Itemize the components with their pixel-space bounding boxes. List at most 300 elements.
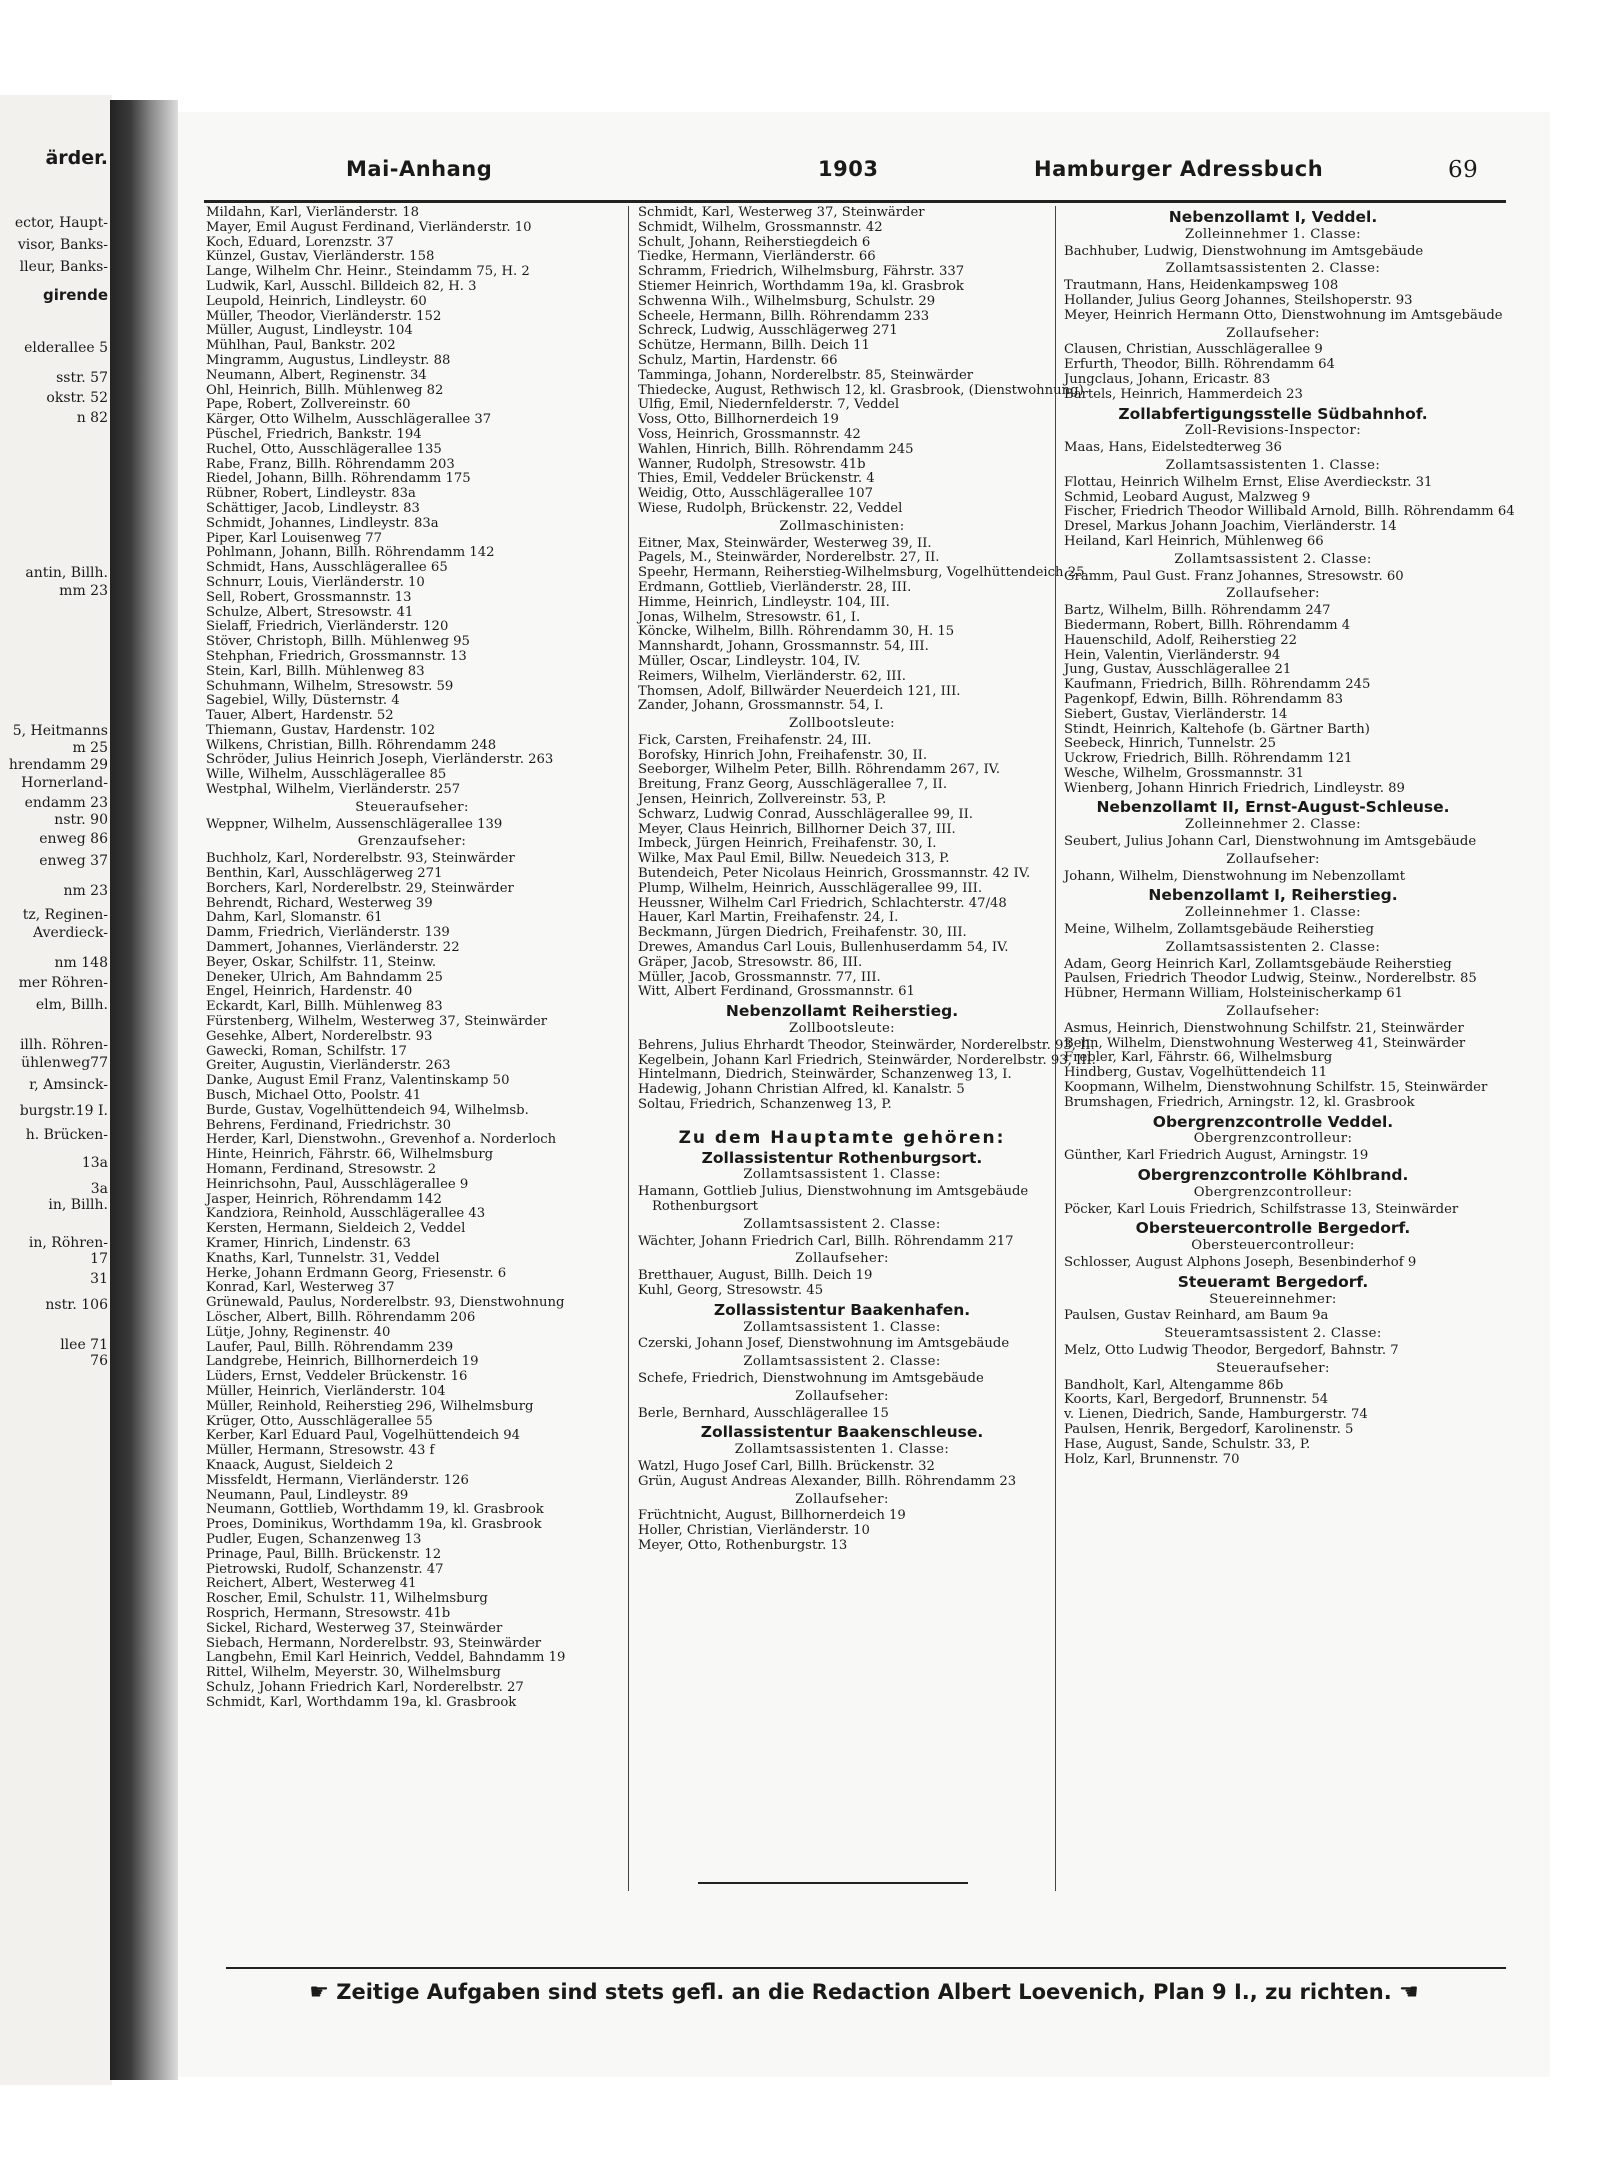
entry: Paulsen, Henrik, Bergedorf, Karolinenstr. 5 [1064,1421,1354,1437]
entry: Stiemer Heinrich, Worthdamm 19a, kl. Grasbrok [638,278,964,294]
adjacent-line: m 25 [72,740,108,756]
entry: Hübner, Hermann William, Holsteinischerkamp 61 [1064,986,1404,1002]
caption: Zollmaschinisten: [779,518,905,534]
section-title: Nebenzollamt Reiherstieg. [725,1002,959,1021]
entry: Schmidt, Hans, Ausschlägerallee 65 [206,560,448,576]
entry: Laufer, Paul, Billh. Röhrendamm 239 [206,1339,454,1355]
caption: Zollaufseher: [795,1388,889,1404]
entry: Kramer, Hinrich, Lindenstr. 63 [206,1235,411,1251]
entry: Berle, Bernhard, Ausschlägerallee 15 [638,1405,889,1421]
section-title: Nebenzollamt I, Reiherstieg. [1148,886,1398,905]
entry: Hindberg, Gustav, Vogelhüttendeich 11 [1064,1065,1328,1081]
entry: Brumshagen, Friedrich, Arningstr. 12, kl. Grasbrook [1064,1094,1415,1110]
entry: Meyer, Otto, Rothenburgstr. 13 [638,1537,848,1553]
entry: Danke, August Emil Franz, Valentinskamp 50 [206,1073,510,1089]
entry: Stindt, Heinrich, Kaltehofe (b. Gärtner Barth) [1064,721,1370,737]
adjacent-line: enweg 86 [39,831,108,847]
entry: Voss, Otto, Billhornerdeich 19 [638,412,839,428]
entry: Pietrowski, Rudolf, Schanzenstr. 47 [206,1561,444,1577]
entry: Sielaff, Friedrich, Vierländerstr. 120 [206,619,449,635]
entry: Rittel, Wilhelm, Meyerstr. 30, Wilhelmsburg [206,1665,501,1681]
entry: Schnurr, Louis, Vierländerstr. 10 [206,574,425,590]
entry: Gawecki, Roman, Schilfstr. 17 [206,1043,407,1059]
adjacent-line: r, Amsinck- [29,1077,108,1093]
entry: Stöver, Christoph, Billh. Mühlenweg 95 [206,634,470,650]
entry: Himme, Heinrich, Lindleystr. 104, III. [638,594,890,610]
header-left: Mai-Anhang [346,157,493,181]
entry-list [638,535,1085,715]
entry: Knaack, August, Sieldeich 2 [206,1457,394,1473]
entry: Meyer, Heinrich Hermann Otto, Dienstwohnung im Amtsgebäude [1064,307,1503,323]
entry: Schlosser, August Alphons Joseph, Besenbinderhof 9 [1064,1255,1417,1270]
caption: Zollamtsassistenten 1. Classe: [734,1442,950,1458]
entry: Gramm, Paul Gust. Franz Johannes, Stresowstr. 60 [1064,568,1404,584]
entry: Kandziora, Reinhold, Ausschlägerallee 43 [206,1206,486,1222]
column-2 [638,205,1096,1554]
caption: Zoll-Revisions-Inspector: [1184,423,1362,439]
entry: Stein, Karl, Billh. Mühlenweg 83 [206,663,425,679]
entry: Koorts, Karl, Bergedorf, Brunnenstr. 54 [1064,1392,1329,1408]
adjacent-line: elm, Billh. [35,997,108,1013]
entry: Butendeich, Peter Nicolaus Heinrich, Grossmannstr. 42 IV. [638,866,1031,882]
entry: Jung, Gustav, Ausschlägerallee 21 [1064,662,1292,678]
entry: Clausen, Christian, Ausschlägerallee 9 [1064,342,1323,358]
entry: Seubert, Julius Johann Carl, Dienstwohnung im Amtsgebäude [1064,834,1477,850]
entry: Fürstenberg, Wilhelm, Westerweg 37, Steinwärder [206,1014,548,1030]
entry: Adam, Georg Heinrich Karl, Zollamtsgebäude Reiherstieg [1064,956,1452,972]
caption: Steueraufseher: [355,799,469,815]
entry: Rosprich, Hermann, Stresowstr. 41b [206,1605,451,1621]
entry: Hein, Valentin, Vierländerstr. 94 [1064,647,1281,663]
entry: Gesehke, Albert, Norderelbstr. 93 [206,1028,433,1044]
entry-list [638,1460,1046,1490]
entry: Thiemann, Gustav, Hardenstr. 102 [206,722,436,738]
entry: Reimers, Wilhelm, Vierländerstr. 62, III. [638,668,906,684]
entry: Schmidt, Johannes, Lindleystr. 83a [206,515,439,531]
adjacent-line: illh. Röhren- [19,1037,108,1053]
entry: Schmidt, Wilhelm, Grossmannstr. 42 [638,219,883,235]
entry: Jonas, Wilhelm, Stresowstr. 61, I. [638,609,861,625]
entry: Behn, Wilhelm, Dienstwohnung Westerweg 41, Steinwärder [1064,1035,1466,1051]
entry: Landgrebe, Heinrich, Billhornerdeich 19 [206,1354,479,1370]
adjacent-line: h. Brücken- [25,1127,108,1143]
entry: Schmidt, Karl, Westerweg 37, Steinwärder [638,205,925,220]
entry: Bartz, Wilhelm, Billh. Röhrendamm 247 [1064,603,1331,619]
entry: Hauenschild, Adolf, Reiherstieg 22 [1064,632,1298,648]
entry: Müller, August, Lindleystr. 104 [206,323,413,339]
entry: Scheele, Hermann, Billh. Röhrendamm 233 [638,308,930,324]
entry: Fischer, Friedrich Theodor Willibald Arnold, Billh. Röhrendamm 64 [1064,504,1515,520]
entry: Püschel, Friedrich, Bankstr. 194 [206,426,422,442]
entry: Tamminga, Johann, Norderelbstr. 85, Steinwärder [638,367,974,383]
entry: Müller, Theodor, Vierländerstr. 152 [206,308,442,324]
entry: Koch, Eduard, Lorenzstr. 37 [206,234,394,250]
adjacent-line: 17 [90,1251,108,1267]
entry: Sell, Robert, Grossmannstr. 13 [206,589,412,605]
adjacent-line: Hornerland- [21,775,108,791]
caption: Zollbootsleute: [789,1021,895,1037]
adjacent-line: llee 71 [60,1337,108,1353]
entry: Langbehn, Emil Karl Heinrich, Veddel, Bahndamm 19 [206,1650,566,1666]
entry-list [638,1037,1096,1113]
entry: Greiter, Augustin, Vierländerstr. 263 [206,1058,451,1074]
book-gutter [110,100,178,2080]
entry: Ruchel, Otto, Ausschlägerallee 135 [206,441,442,457]
entry: Hadewig, Johann Christian Alfred, kl. Kanalstr. 5 [638,1082,965,1098]
adjacent-line: 76 [90,1353,108,1369]
entry: Trautmann, Hans, Heidenkampsweg 108 [1064,278,1339,294]
adjacent-line: lleur, Banks- [19,259,108,275]
entry: Holler, Christian, Vierländerstr. 10 [638,1523,870,1539]
entry: Sickel, Richard, Westerweg 37, Steinwärder [206,1620,503,1636]
entry: Mildahn, Karl, Vierländerstr. 18 [206,205,420,220]
entry: Schuhmann, Wilhelm, Stresowstr. 59 [206,678,454,694]
entry: Paulsen, Gustav Reinhard, am Baum 9a [1064,1308,1329,1324]
entry: Müller, Jacob, Grossmannstr. 77, III. [638,969,881,985]
entry: Müller, Oscar, Lindleystr. 104, IV. [638,653,861,669]
entry: Meyer, Claus Heinrich, Billhorner Deich 37, III. [638,821,956,837]
entry: Paulsen, Friedrich Theodor Ludwig, Steinw., Norderelbstr. 85 [1064,971,1477,987]
entry: Fick, Carsten, Freihafenstr. 24, III. [638,732,872,748]
entry: Grün, August Andreas Alexander, Billh. Röhrendamm 23 [638,1473,1017,1489]
entry: Hollander, Julius Georg Johannes, Steilshoperstr. 93 [1064,292,1413,308]
entry: Meine, Wilhelm, Zollamtsgebäude Reiherstieg [1064,922,1374,938]
entry: Sagebiel, Willy, Düsternstr. 4 [206,693,400,709]
entry: Bachhuber, Ludwig, Dienstwohnung im Amtsgebäude [1064,243,1424,259]
entry: Rabe, Franz, Billh. Röhrendamm 203 [206,456,455,472]
entry: Kerber, Karl Eduard Paul, Vogelhüttendeich 94 [206,1428,521,1444]
adjacent-line: antin, Billh. [25,565,108,581]
entry: Burde, Gustav, Vogelhüttendeich 94, Wilhelmsb. [206,1102,529,1118]
adjacent-line: elderallee 5 [24,340,108,356]
entry: Plump, Wilhelm, Heinrich, Ausschlägerallee 99, III. [638,880,983,896]
entry: Hintelmann, Diedrich, Steinwärder, Schanzenweg 13, I. [638,1067,1012,1083]
divider-rule [698,1882,968,1884]
entry: Gräper, Jacob, Stresowstr. 86, III. [638,954,863,970]
entry: Asmus, Heinrich, Dienstwohnung Schilfstr. 21, Steinwärder [1064,1020,1464,1036]
column-divider [628,206,629,1891]
entry: Wilke, Max Paul Emil, Billw. Neuedeich 313, P. [638,851,950,867]
entry: Maas, Hans, Eidelstedterweg 36 [1064,440,1282,456]
entry: Beckmann, Jürgen Diedrich, Freihafenstr. 30, III. [638,925,967,941]
entry: Behrens, Julius Ehrhardt Theodor, Steinwärder, Norderelbstr. 93, II. [638,1037,1095,1053]
entry-list [1064,604,1482,796]
entry: Riedel, Johann, Billh. Röhrendamm 175 [206,471,471,487]
entry: Biedermann, Robert, Billh. Röhrendamm 4 [1064,617,1351,633]
entry: Melz, Otto Ludwig Theodor, Bergedorf, Bahnstr. 7 [1064,1342,1399,1358]
entry: Voss, Heinrich, Grossmannstr. 42 [638,426,861,442]
entry: Knaths, Karl, Tunnelstr. 31, Veddel [206,1250,440,1266]
entry-list [1064,958,1482,1002]
entry: Proes, Dominikus, Worthdamm 19a, kl. Grasbrook [206,1517,542,1533]
section-title: Obersteuercontrolle Bergedorf. [1135,1219,1411,1238]
adjacent-line: sstr. 57 [56,370,108,386]
entry-list [206,818,618,833]
entry: Eckardt, Karl, Billh. Mühlenweg 83 [206,999,443,1015]
caption: Zollamtsassistenten 2. Classe: [1165,261,1381,277]
entry: Jasper, Heinrich, Röhrendamm 142 [206,1191,442,1207]
entry: Herder, Karl, Dienstwohn., Grevenhof a. Norderloch [206,1132,557,1148]
section-title: Zollassistentur Rothenburgsort. [701,1148,983,1167]
entry: Thiedecke, August, Rethwisch 12, kl. Grasbrook, (Dienstwohnung) [638,382,1084,398]
adjacent-line: nstr. 90 [54,812,108,828]
entry: Köncke, Wilhelm, Billh. Röhrendamm 30, H. 15 [638,624,955,640]
adjacent-line: tz, Reginen- [22,907,108,923]
entry: Schwarz, Ludwig Conrad, Ausschlägerallee 99, II. [638,806,973,822]
caption: Obergrenzcontrolleur: [1193,1131,1353,1147]
adjacent-line: Averdieck- [33,925,108,941]
entry: Wiese, Rudolph, Brückenstr. 22, Veddel [638,500,903,516]
entry: Lütje, Johny, Reginenstr. 40 [206,1324,391,1340]
entry: Pudler, Eugen, Schanzenweg 13 [206,1531,422,1547]
caption: Zolleinnehmer 1. Classe: [1185,905,1361,921]
entry: v. Lienen, Diedrich, Sande, Hamburgerstr. 74 [1064,1407,1368,1423]
entry: Thomsen, Adolf, Billwärder Neuerdeich 121, III. [638,683,961,699]
page-number: 69 [1448,157,1479,183]
caption: Zollamtsassistent 1. Classe: [743,1167,941,1183]
entry-list [638,734,1046,1000]
entry: Wienberg, Johann Hinrich Friedrich, Lindleystr. 89 [1064,780,1405,796]
entry: Heiland, Karl Heinrich, Mühlenweg 66 [1064,533,1324,549]
caption: Zollamtsassistent 2. Classe: [743,1216,941,1232]
caption: Zollamtsassistenten 1. Classe: [1165,457,1381,473]
entry: Schefe, Friedrich, Dienstwohnung im Amtsgebäude [638,1370,984,1386]
entry: Schulz, Martin, Hardenstr. 66 [638,352,838,368]
entry: Dammert, Johannes, Vierländerstr. 22 [206,940,460,956]
pointing-hand-right-icon: ☛ [309,1980,329,2005]
running-header [178,157,1550,189]
adjacent-line: hrendamm 29 [8,757,108,773]
adjacent-line: nm 148 [54,955,108,971]
adjacent-page-strip [0,95,112,2085]
entry: Buchholz, Karl, Norderelbstr. 93, Steinwärder [206,851,515,867]
entry: Pohlmann, Johann, Billh. Röhrendamm 142 [206,545,495,561]
entry: Weppner, Wilhelm, Aussenschlägerallee 139 [206,816,503,832]
entry: Tauer, Albert, Hardenstr. 52 [206,708,394,724]
entry: Löscher, Albert, Billh. Röhrendamm 206 [206,1309,476,1325]
entry: Mingramm, Augustus, Lindleystr. 88 [206,352,451,368]
footer-notice [238,1980,1490,2005]
entry: Busch, Michael Otto, Poolstr. 41 [206,1088,422,1104]
entry: Seebeck, Hinrich, Tunnelstr. 25 [1064,736,1277,752]
entry: Hase, August, Sande, Schulstr. 33, P. [1064,1436,1311,1452]
entry: Seeborger, Wilhelm Peter, Billh. Röhrendamm 267, IV. [638,762,1001,778]
caption: Zollaufseher: [795,1251,889,1267]
entry: Weidig, Otto, Ausschlägerallee 107 [638,486,874,502]
caption: Steueramtsassistent 2. Classe: [1164,1326,1382,1342]
directory-page [178,112,1550,2077]
column-1 [206,206,618,1710]
adjacent-line: ühlenweg77 [21,1055,108,1071]
entry: Rübner, Robert, Lindleystr. 83a [206,486,416,502]
caption: Obergrenzcontrolleur: [1193,1184,1353,1200]
entry-list [1064,278,1503,323]
adjacent-line: okstr. 52 [46,390,108,406]
adjacent-subheading: girende [42,286,108,304]
entry: Neumann, Gottlieb, Worthdamm 19, kl. Grasbrook [206,1502,544,1518]
entry: Imbeck, Jürgen Heinrich, Freihafenstr. 30, I. [638,836,937,852]
entry: Wahlen, Hinrich, Billh. Röhrendamm 245 [638,441,914,457]
caption: Zollamtsassistenten 2. Classe: [1165,939,1381,955]
entry: Reichert, Albert, Westerweg 41 [206,1576,417,1592]
entry: Zander, Johann, Grossmannstr. 54, I. [638,698,884,714]
adjacent-line: in, Billh. [48,1197,108,1213]
entry: Schmidt, Karl, Worthdamm 19a, kl. Grasbrook [206,1694,517,1710]
caption: Steueraufseher: [1216,1360,1330,1376]
adjacent-line: n 82 [76,410,108,426]
entry: Schmid, Leobard August, Malzweg 9 [1064,489,1311,505]
entry-list [1064,1379,1482,1468]
caption: Zollaufseher: [1226,851,1320,867]
caption: Zollamtsassistent 2. Classe: [1174,551,1372,567]
caption: Zolleinnehmer 2. Classe: [1185,817,1361,833]
entry: Ohl, Heinrich, Billh. Mühlenweg 82 [206,382,444,398]
adjacent-line: 31 [90,1271,108,1287]
entry: Mannshardt, Johann, Grossmannstr. 54, III. [638,639,929,655]
entry: Speehr, Hermann, Reiherstieg-Wilhelmsburg, Vogelhüttendeich 25 [638,565,1085,581]
entry: Czerski, Johann Josef, Dienstwohnung im Amtsgebäude [638,1336,1010,1352]
entry: Künzel, Gustav, Vierländerstr. 158 [206,249,435,265]
entry: Schwenna Wilh., Wilhelmsburg, Schulstr. 29 [638,293,936,309]
entry: Schulze, Albert, Stresowstr. 41 [206,604,414,620]
entry: Pagels, M., Steinwärder, Norderelbstr. 27, II. [638,550,940,566]
entry: Koopmann, Wilhelm, Dienstwohnung Schilfstr. 15, Steinwärder [1064,1080,1488,1096]
section-title: Obergrenzcontrolle Veddel. [1152,1112,1394,1131]
entry: Stehphan, Friedrich, Grossmannstr. 13 [206,648,467,664]
entry: Schütze, Hermann, Billh. Deich 11 [638,338,870,354]
entry: Früchtnicht, August, Billhornerdeich 19 [638,1508,906,1524]
entry: Jensen, Heinrich, Zollvereinstr. 53, P. [638,792,887,808]
section-title: Zu dem Hauptamte gehören: [678,1127,1006,1148]
entry: Kaufmann, Friedrich, Billh. Röhrendamm 245 [1064,677,1371,693]
entry: Müller, Hermann, Stresowstr. 43 f [206,1443,435,1459]
entry-list [1064,474,1515,550]
adjacent-line: 13a [81,1155,108,1171]
entry: Mühlhan, Paul, Bankstr. 202 [206,338,396,354]
adjacent-line: ector, Haupt- [14,215,108,231]
entry: Erdmann, Gottlieb, Vierländerstr. 28, III. [638,579,912,595]
adjacent-line: burgstr.19 I. [19,1103,108,1119]
entry: Siebert, Gustav, Vierländerstr. 14 [1064,706,1288,722]
entry: Kegelbein, Johann Karl Friedrich, Steinwärder, Norderelbstr. 93, III. [638,1052,1096,1068]
caption: Zollamtsassistent 2. Classe: [743,1354,941,1370]
adjacent-line: visor, Banks- [17,237,108,253]
entry: Engel, Heinrich, Hardenstr. 40 [206,984,413,1000]
entry: Dahm, Karl, Slomanstr. 61 [206,910,383,926]
adjacent-line: mer Röhren- [18,975,108,991]
entry: Deneker, Ulrich, Am Bahndamm 25 [206,969,443,985]
column-3 [1064,206,1515,1467]
caption: Zollamtsassistent 1. Classe: [743,1319,941,1335]
entry: Bandholt, Karl, Altengamme 86b [1064,1377,1284,1393]
entry: Schramm, Friedrich, Wilhelmsburg, Fährstr. 337 [638,264,965,280]
header-center: 1903 [818,157,879,181]
header-right: Hamburger Adressbuch [1034,157,1324,181]
entry: Borofsky, Hinrich John, Freihafenstr. 30, II. [638,747,928,763]
entry: Hamann, Gottlieb Julius, Dienstwohnung im Amtsgebäude Rothenburgsort [638,1184,1029,1214]
caption: Zollaufseher: [1226,325,1320,341]
entry: Pape, Robert, Zollvereinstr. 60 [206,397,411,413]
caption: Obersteuercontrolleur: [1191,1238,1355,1254]
entry: Bartels, Heinrich, Hammerdeich 23 [1064,386,1303,402]
entry-list [1064,1020,1488,1111]
entry: Eitner, Max, Steinwärder, Westerweg 39, II. [638,535,932,551]
entry: Schreck, Ludwig, Ausschlägerweg 271 [638,323,898,339]
entry: Prinage, Paul, Billh. Brückenstr. 12 [206,1546,442,1562]
footer-text: Zeitige Aufgaben sind stets gefl. an die Redaction Albert Loevenich, Plan 9 I., zu richten. [336,1980,1392,2004]
adjacent-line: endamm 23 [24,795,108,811]
entry: Borchers, Karl, Norderelbstr. 29, Steinwärder [206,880,514,896]
adjacent-heading: ärder. [45,147,108,169]
caption: Grenzaufseher: [357,834,467,850]
entry: Kärger, Otto Wilhelm, Ausschlägerallee 37 [206,412,492,428]
entry: Behrendt, Richard, Westerweg 39 [206,895,433,911]
entry: Bretthauer, August, Billh. Deich 19 [638,1268,873,1284]
entry: Erfurth, Theodor, Billh. Röhrendamm 64 [1064,357,1335,373]
entry: Behrens, Ferdinand, Friedrichstr. 30 [206,1117,452,1133]
entry: Wächter, Johann Friedrich Carl, Billh. Röhrendamm 217 [638,1233,1014,1249]
footer-rule [226,1967,1506,1969]
caption: Zolleinnehmer 1. Classe: [1185,226,1361,242]
entry: Grünewald, Paulus, Norderelbstr. 93, Dienstwohnung [206,1295,565,1311]
entry: Piper, Karl Louisenweg 77 [206,530,382,546]
section-title: Zollassistentur Baakenschleuse. [700,1423,984,1442]
entry: Witt, Albert Ferdinand, Grossmannstr. 61 [638,984,915,1000]
entry: Holz, Karl, Brunnenstr. 70 [1064,1451,1240,1467]
entry: Kersten, Hermann, Sieldeich 2, Veddel [206,1221,466,1237]
entry: Ludwik, Karl, Ausschl. Billdeich 82, H. 3 [206,278,477,294]
entry: Roscher, Emil, Schulstr. 11, Wilhelmsburg [206,1591,488,1607]
entry: Frebler, Karl, Fährstr. 66, Wilhelmsburg [1064,1050,1333,1066]
entry-list [206,852,618,1710]
entry: Uckrow, Friedrich, Billh. Röhrendamm 121 [1064,751,1353,767]
adjacent-line: nm 23 [63,883,108,899]
entry: Neumann, Paul, Lindleystr. 89 [206,1487,409,1503]
entry: Damm, Friedrich, Vierländerstr. 139 [206,925,450,941]
caption: Steuereinnehmer: [1209,1291,1337,1307]
entry: Dresel, Markus Johann Joachim, Vierländerstr. 14 [1064,519,1397,535]
entry: Siebach, Hermann, Norderelbstr. 93, Steinwärder [206,1635,542,1651]
pointing-hand-left-icon: ☚ [1399,1980,1419,2005]
section-title: Zollabfertigungsstelle Südbahnhof. [1118,404,1428,423]
adjacent-line: in, Röhren- [28,1235,108,1251]
entry-list [638,205,1084,517]
entry: Wilkens, Christian, Billh. Röhrendamm 248 [206,737,497,753]
entry: Leupold, Heinrich, Lindleystr. 60 [206,293,427,309]
caption: Zollaufseher: [795,1491,889,1507]
entry: Hinte, Heinrich, Fährstr. 66, Wilhelmsburg [206,1147,494,1163]
entry: Watzl, Hugo Josef Carl, Billh. Brückenstr. 32 [638,1458,935,1474]
entry-list [638,1509,1046,1553]
adjacent-line: 5, Heitmanns [12,723,108,739]
entry: Schulz, Johann Friedrich Karl, Norderelbstr. 27 [206,1679,524,1695]
entry-list [638,1269,1046,1299]
adjacent-line: enweg 37 [39,853,108,869]
section-title: Steueramt Bergedorf. [1177,1272,1369,1291]
entry: Wille, Wilhelm, Ausschlägerallee 85 [206,767,447,783]
entry: Müller, Reinhold, Reiherstieg 296, Wilhelmsburg [206,1398,534,1414]
entry: Günther, Karl Friedrich August, Arningstr. 19 [1064,1148,1369,1164]
entry: Beyer, Oskar, Schilfstr. 11, Steinw. [206,954,437,970]
entry: Heussner, Wilhelm Carl Friedrich, Schlachterstr. 47/48 [638,895,1007,911]
entry: Missfeldt, Hermann, Vierländerstr. 126 [206,1472,469,1488]
entry: Pagenkopf, Edwin, Billh. Röhrendamm 83 [1064,691,1343,707]
caption: Zollaufseher: [1226,586,1320,602]
entry: Flottau, Heinrich Wilhelm Ernst, Elise Averdieckstr. 31 [1064,474,1433,490]
section-title: Nebenzollamt II, Ernst-August-Schleuse. [1096,798,1450,817]
entry: Pöcker, Karl Louis Friedrich, Schilfstrasse 13, Steinwärder [1064,1201,1459,1217]
entry: Homann, Ferdinand, Stresowstr. 2 [206,1162,437,1177]
